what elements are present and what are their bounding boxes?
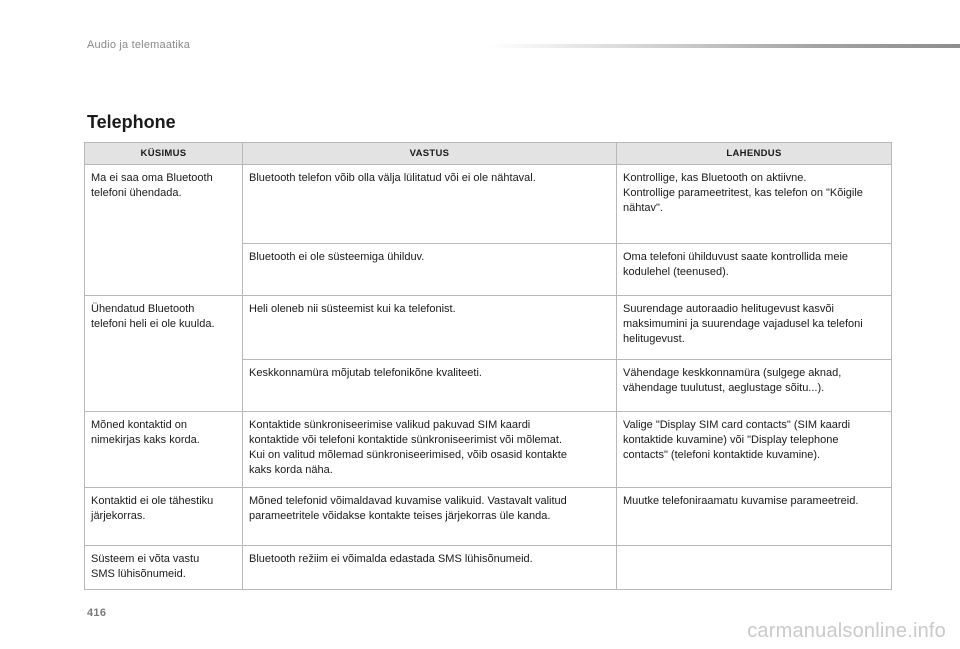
answer-text: Heli oleneb nii süsteemist kui ka telefonist. bbox=[249, 303, 456, 315]
question-cell bbox=[85, 412, 243, 488]
header-gradient-bar bbox=[488, 44, 960, 48]
table-row bbox=[85, 412, 892, 488]
table-row bbox=[85, 296, 892, 360]
page-number: 416 bbox=[87, 607, 107, 619]
answer-cell bbox=[243, 244, 617, 296]
table-row bbox=[85, 165, 892, 244]
answer-cell bbox=[243, 165, 617, 244]
question-cell bbox=[85, 488, 243, 546]
question-cell bbox=[85, 546, 243, 590]
column-header-solution: LAHENDUS bbox=[617, 143, 892, 165]
question-cell bbox=[85, 296, 243, 412]
solution-cell bbox=[617, 244, 892, 296]
answer-cell bbox=[243, 546, 617, 590]
column-header-answer: VASTUS bbox=[243, 143, 617, 165]
solution-cell bbox=[617, 412, 892, 488]
solution-cell bbox=[617, 296, 892, 360]
solution-text: Kontrollige, kas Bluetooth on aktiivne. Kontrollige parameetritest, kas telefon on "Kõigile nähtav". bbox=[623, 172, 863, 214]
answer-cell bbox=[243, 488, 617, 546]
table-header-row bbox=[85, 143, 892, 165]
faq-table bbox=[84, 142, 892, 590]
question-text: Ühendatud Bluetooth telefoni heli ei ole kuulda. bbox=[91, 303, 215, 330]
watermark: carmanualsonline.info bbox=[747, 620, 946, 642]
answer-cell bbox=[243, 296, 617, 360]
table-row bbox=[85, 488, 892, 546]
solution-text: Muutke telefoniraamatu kuvamise parameetreid. bbox=[623, 495, 859, 507]
page-title: Telephone bbox=[87, 112, 176, 132]
question-text: Ma ei saa oma Bluetooth telefoni ühendada. bbox=[91, 172, 213, 199]
answer-text: Bluetooth ei ole süsteemiga ühilduv. bbox=[249, 251, 425, 263]
question-text: Mõned kontaktid on nimekirjas kaks korda. bbox=[91, 419, 200, 446]
section-label: Audio ja telemaatika bbox=[87, 39, 191, 51]
solution-cell bbox=[617, 165, 892, 244]
question-text: Kontaktid ei ole tähestiku järjekorras. bbox=[91, 495, 214, 522]
question-cell bbox=[85, 165, 243, 296]
solution-text: Vähendage keskkonnamüra (sulgege aknad, vähendage tuulutust, aeglustage sõitu...). bbox=[623, 367, 842, 394]
answer-text: Kontaktide sünkroniseerimise valikud pakuvad SIM kaardi kontaktide või telefoni kontaktide sünkroniseerimist või mõlemat. Kui on valitud mõlemad sünkroniseerimised, võib osasid kontakte kaks korda näha. bbox=[249, 419, 567, 476]
solution-cell bbox=[617, 546, 892, 590]
answer-cell bbox=[243, 412, 617, 488]
solution-text: Oma telefoni ühilduvust saate kontrollida meie kodulehel (teenused). bbox=[623, 251, 849, 278]
solution-cell bbox=[617, 488, 892, 546]
question-text: Süsteem ei võta vastu SMS lühisõnumeid. bbox=[91, 553, 200, 580]
table-row bbox=[85, 546, 892, 590]
answer-text: Mõned telefonid võimaldavad kuvamise valikuid. Vastavalt valitud parameetritele võidakse kontakte teises järjekorras üle kanda. bbox=[249, 495, 567, 522]
answer-text: Bluetooth režiim ei võimalda edastada SMS lühisõnumeid. bbox=[249, 553, 533, 565]
solution-cell bbox=[617, 360, 892, 412]
answer-text: Keskkonnamüra mõjutab telefonikõne kvaliteeti. bbox=[249, 367, 482, 379]
solution-text: Valige "Display SIM card contacts" (SIM kaardi kontaktide kuvamine) või "Display telephone contacts" (telefoni kontaktide kuvamine). bbox=[623, 419, 851, 461]
solution-text: Suurendage autoraadio helitugevust kasvõi maksimumini ja suurendage vajadusel ka telefoni helitugevust. bbox=[623, 303, 863, 345]
answer-cell bbox=[243, 360, 617, 412]
answer-text: Bluetooth telefon võib olla välja lülitatud või ei ole nähtaval. bbox=[249, 172, 536, 184]
column-header-question: KÜSIMUS bbox=[85, 143, 243, 165]
